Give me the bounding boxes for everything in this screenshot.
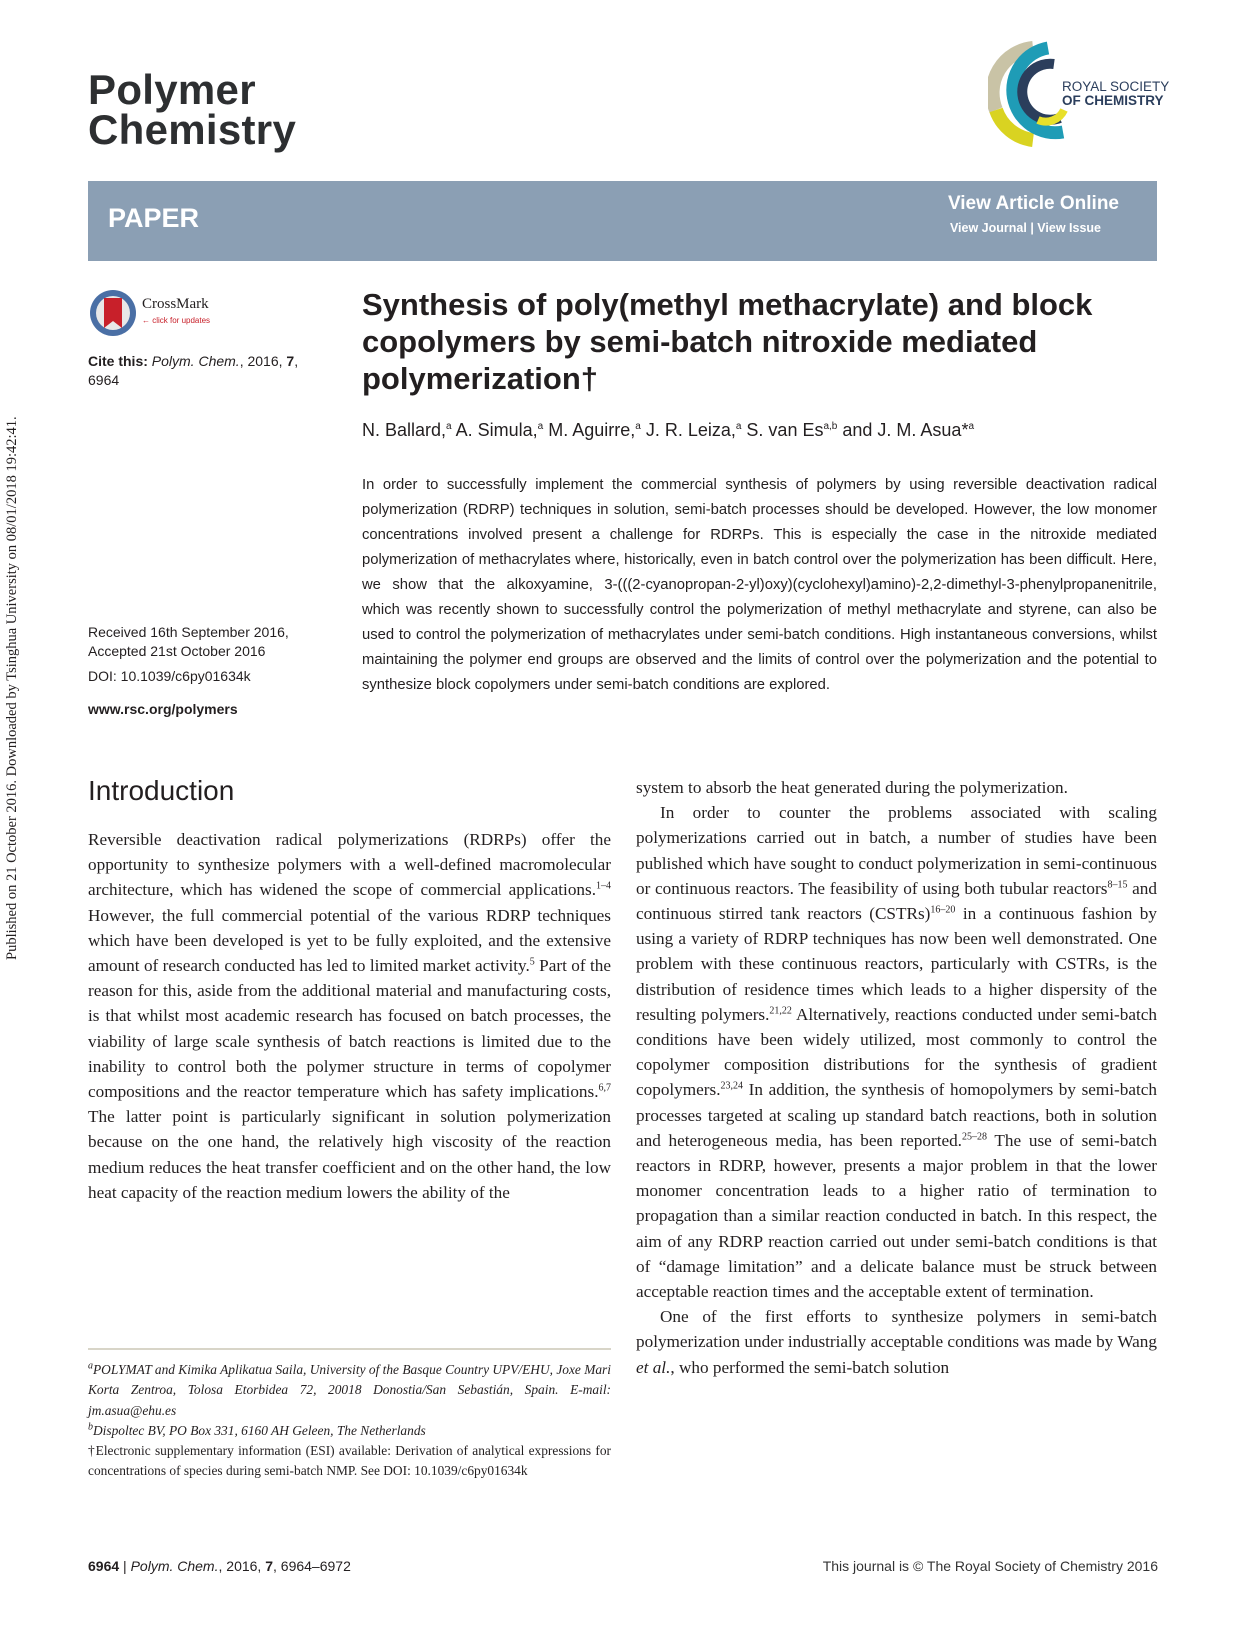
citation-ref[interactable]: 21,22 [769, 1005, 792, 1017]
author [837, 420, 974, 440]
author-name: N. Ballard, [362, 420, 447, 440]
author-affiliation: a [968, 421, 975, 432]
rsc-logo-line2: OF CHEMISTRY [1062, 93, 1164, 108]
banner-separator: | [1030, 221, 1034, 235]
view-article-online-link[interactable]: View Article Online [947, 193, 1119, 214]
cite-comma: , [294, 353, 299, 369]
footnote-affiliation-b: $^b$Dispoltec BV, PO Box 331, 6160 AH Geleen, The Netherlands [88, 1421, 426, 1438]
view-journal-link[interactable]: View Journal [949, 221, 1027, 235]
article-type-label: PAPER [108, 203, 200, 233]
citation-ref[interactable]: 25–28 [961, 1131, 987, 1143]
cite-journal: Polym. Chem. [151, 353, 240, 369]
author-affiliation: a [735, 421, 742, 432]
author-name: J. R. Leiza, [640, 420, 736, 440]
footnotes [88, 1360, 611, 1482]
citation-ref[interactable]: 16–20 [930, 904, 956, 916]
crossmark-icon [88, 288, 138, 338]
author [362, 420, 452, 440]
citation-ref[interactable]: 23,24 [720, 1080, 743, 1092]
journal-title-line1: Polymer [88, 66, 256, 113]
crossmark-label: CrossMark [142, 296, 209, 312]
citation [88, 352, 318, 390]
accepted-date: Accepted 21st October 2016 [88, 643, 266, 659]
view-issue-link[interactable]: View Issue [1037, 221, 1101, 235]
author-name: M. Aguirre, [543, 420, 636, 440]
author-affiliation: a [537, 421, 544, 432]
cite-volume: 7 [286, 353, 295, 369]
body-column-left [88, 827, 611, 1205]
rsc-logo[interactable] [988, 40, 1168, 150]
cite-page: 6964 [88, 372, 120, 388]
paragraph: Reversible deactivation radical polymerizations (RDRPs) offer the opportunity to synthesize polymers with a well-defined macromolecular architecture, which has widened the scope of commercial applications.$^{1-4}$ However, the full commercial potential of the various RDRP techniques which have been developed is yet to be fully exploited, and the extensive amount of research conducted has led to limited market activity.$^5$ Part of the reason for this, aside from the additional material and manufacturing costs, is that whilst most academic research has focused on batch processes, the viability of large scale synthesis of batch reactions is limited due to the inability to control both the polymer structure in terms of copolymer compositions and the reactor temperature which has safety implications.$^{6,7}$ The latter point is particularly significant in solution polymerization because on the one hand, the relatively high viscosity of the reaction medium reduces the heat transfer coefficient and on the other hand, the low heat capacity of the reaction medium lowers the ability of the [88, 830, 611, 1202]
body-column-right [636, 775, 1157, 1380]
paragraph: system to absorb the heat generated during the polymerization. [636, 778, 1068, 797]
crossmark-badge[interactable] [88, 288, 228, 338]
footnote-affiliation-a: $^a$POLYMAT and Kimika Aplikatua Saila, University of the Basque Country UPV/EHU, Joxe Mari Korta Zentroa, Tolosa Etorbidea 72, 20018 Donostia/San Sebastián, Spain. E-mail: jm.asua@ehu.es [88, 1360, 611, 1418]
citation-ref[interactable]: 5 [529, 956, 535, 968]
author [543, 420, 641, 440]
author-affiliation: a,b [823, 421, 838, 432]
publication-download-note: Published on 21 October 2016. Downloaded by Tsinghua University on 08/01/2018 19:42:41. [4, 416, 20, 960]
crossmark-sub-label: click for updates [152, 316, 211, 325]
footer-page-number: 6964 [88, 1558, 120, 1574]
crossmark-sub [142, 316, 210, 325]
paragraph: In order to counter the problems associated with scaling polymerizations carried out in batch, a number of studies have been published which have sought to conduct polymerization in semi-continuous or continuous reactors. The feasibility of using both tubular reactors$^{8-15}$ and continuous stirred tank reactors (CSTRs)$^{16-20}$ in a continuous fashion by using a variety of RDRP techniques has now been well demonstrated. One problem with these continuous reactors, particularly with CSTRs, is the distribution of residence times which leads to a higher dispersity of the resulting polymers.$^{21,22}$ Alternatively, reactions conducted under semi-batch conditions have been widely utilized, most commonly to control the copolymer composition distributions for the synthesis of gradient copolymers.$^{23,24}$ In addition, the synthesis of homopolymers by semi-batch processes targeted at scaling up standard batch reactions, both in solution and heterogeneous media, has been reported.$^{25-28}$ The use of semi-batch reactors in RDRP, however, presents a major problem in that the lower monomer concentration leads to a higher ratio of termination to propagation than a similar reaction conducted in batch. In this respect, the aim of any RDRP reaction carried out under semi-batch conditions is that of “damage limitation” and a delicate balance must be struck between acceptable reaction times and the acceptable extent of termination. [636, 803, 1157, 1302]
footnote-divider [88, 1348, 611, 1350]
section-heading-introduction: Introduction [88, 775, 235, 806]
abstract: In order to successfully implement the commercial synthesis of polymers by using reversible deactivation radical polymerization (RDRP) techniques in solution, semi-batch processes should be developed. However, the low monomer concentrations involved present a challenge for RDRPs. This is especially the case in the nitroxide mediated polymerization of methacrylates where, historically, even in batch control over the polymerization has been difficult. Here, we show that the alkoxyamine, 3-(((2-cyanopropan-2-yl)oxy)(cyclohexyl)amino)-2,2-dimethyl-3-phenylpropanenitrile, which was recently shown to successfully control the polymerization of methyl methacrylate and styrene, can also be used to control the polymerization of methacrylates under semi-batch conditions. High instantaneous conversions, whilst maintaining the polymer end groups are observed and the limits of control over the polymerization and the potential to synthesize block copolymers under semi-batch conditions are explored. [362, 477, 1157, 693]
author-list [362, 420, 974, 441]
author [741, 420, 837, 440]
history [88, 623, 328, 661]
author-name: S. van Es [741, 420, 824, 440]
paragraph: One of the first efforts to synthesize polymers in semi-batch polymerization under industrially acceptable conditions was made by Wang et al., who performed the semi-batch solution [636, 1307, 1157, 1377]
journal-title [88, 66, 297, 153]
cite-year: , 2016, [239, 353, 287, 369]
author-affiliation: a [446, 421, 452, 432]
banner-links [950, 221, 1101, 235]
author [641, 420, 742, 440]
cite-prefix: Cite this: [88, 353, 148, 369]
citation-ref[interactable]: 8–15 [1107, 879, 1128, 891]
rsc-logo-line1: ROYAL SOCIETY [1062, 79, 1170, 94]
citation-ref[interactable]: 6,7 [598, 1082, 611, 1094]
received-date: Received 16th September 2016, [88, 624, 289, 640]
author-name: A. Simula, [451, 420, 538, 440]
footer-copyright: This journal is © The Royal Society of Chemistry 2016 [822, 1558, 1158, 1574]
author-affiliation: a [635, 421, 641, 432]
citation-ref[interactable]: 1–4 [596, 880, 611, 892]
author-name: and J. M. Asua* [837, 420, 969, 440]
journal-title-line2: Chemistry [88, 106, 297, 153]
journal-website-link[interactable]: www.rsc.org/polymers [88, 701, 238, 717]
arrow-left-icon: ← [142, 316, 150, 325]
footnote-esi: †Electronic supplementary information (ESI) available: Derivation of analytical expressions for concentrations of species during semi-batch NMP. See DOI: 10.1039/c6py01634k [88, 1443, 611, 1479]
author [452, 420, 544, 440]
footer-citation: 6964 | Polym. Chem., 2016, 7, 6964–6972 [88, 1558, 351, 1574]
doi[interactable]: DOI: 10.1039/c6py01634k [88, 668, 251, 684]
article-type-banner [88, 181, 1157, 261]
article-title: Synthesis of poly(methyl methacrylate) and block copolymers by semi-batch nitroxide mediated polymerization† [362, 287, 1093, 396]
rsc-logo-text [1062, 80, 1169, 108]
